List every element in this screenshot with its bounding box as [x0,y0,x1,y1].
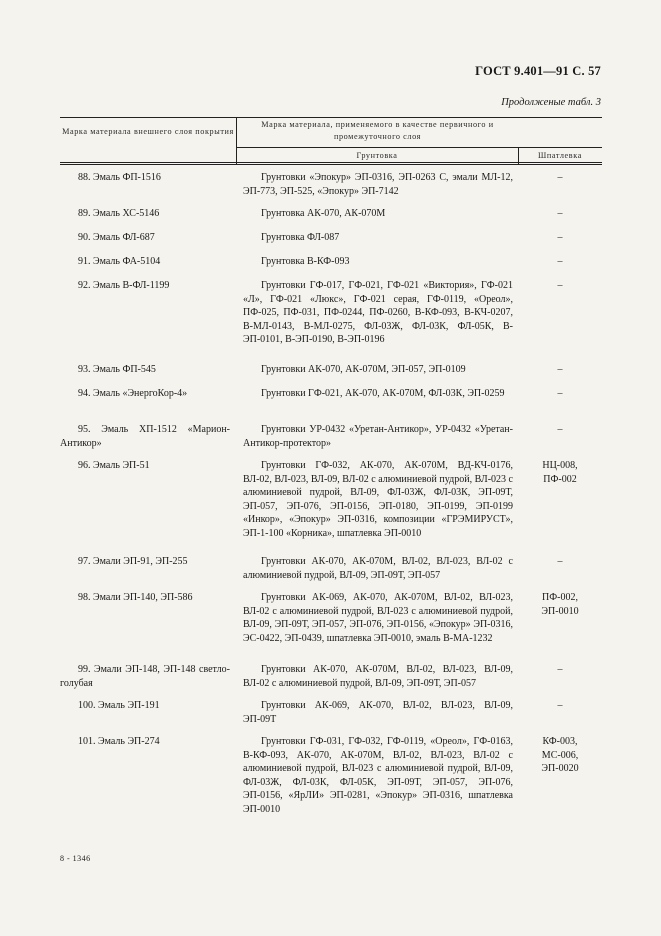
material-cell: 91. Эмаль ФА-5104 [78,256,161,267]
material-cell: 100. Эмаль ЭП-191 [78,700,160,711]
subheader-rule [236,147,602,148]
header-bottom-rule [60,162,602,165]
primer-cell: Грунтовки ГФ-032, АК-070, АК-070М, ВД-КЧ-0176, ВЛ-02, ВЛ-023, ВЛ-09, ВЛ-02 с алюминиевой пудрой, ВЛ-023 с алюминиевой пудрой, ВЛ-09, ФЛ-03Ж, ФЛ-03К, ЭП-09Т, ЭП-057, ЭП-076, ЭП-0156, ЭП-0180, ЭП-0199, ЭП-0199 «Инкор», «Эпокур» ЭП-0316, композиции «ГРЭМИРУСТ», ЭП-1-100 «Корника», шпатлевка ЭП-0010 [243,460,513,539]
putty-cell: – [557,364,563,375]
putty-cell: – [557,700,563,711]
primer-cell: Грунтовка АК-070, АК-070М [261,208,386,219]
header-primer: Грунтовка [356,151,398,160]
primer-cell: Грунтовки АК-070, АК-070М, ЭП-057, ЭП-0109 [261,364,466,375]
primer-cell: Грунтовка В-КФ-093 [261,256,350,267]
putty-cell: – [557,424,563,435]
table-top-rule [60,117,602,118]
header-outer-layer: Марка материала внешнего слоя покрытия [62,127,234,136]
primer-cell: Грунтовки «Эпокур» ЭП-0316, ЭП-0263 С, эмали МЛ-12, ЭП-773, ЭП-525, «Эпокур» ЭП-7142 [243,172,513,197]
putty-cell: ПФ-002, ЭП-0010 [541,592,579,617]
primer-cell: Грунтовки АК-070, АК-070М, ВЛ-02, ВЛ-023, ВЛ-09, ВЛ-02 с алюминиевой пудрой, ВЛ-09, ЭП-09Т, ЭП-057 [243,664,513,689]
material-cell: 96. Эмаль ЭП-51 [78,460,150,471]
primer-cell: Грунтовки АК-069, АК-070, АК-070М, ВЛ-02, ВЛ-023, ВЛ-02 с алюминиевой пудрой, ВЛ-023 с алюминиевой пудрой, ВЛ-09, ЭП-09Т, ЭП-057, ЭП-076, ЭП-0156, «Эпокур» ЭП-0316, ЭС-0422, ЭП-0439, шпатлевка ЭП-0010, эмаль В-МА-1232 [243,592,513,644]
material-cell: 101. Эмаль ЭП-274 [78,736,160,747]
primer-cell: Грунтовки АК-069, АК-070, ВЛ-02, ВЛ-023, ВЛ-09, ЭП-09Т [243,700,513,725]
continued-table-label: Продолженые табл. 3 [501,97,601,108]
header-putty: Шпатлевка [538,151,582,160]
material-cell: 99. Эмали ЭП-148, ЭП-148 светло-голубая [60,664,230,689]
material-cell: 90. Эмаль ФЛ-687 [78,232,155,243]
putty-cell: НЦ-008, ПФ-002 [542,460,578,485]
material-cell: 95. Эмаль ХП-1512 «Марион-Антикор» [60,424,230,449]
material-cell: 98. Эмали ЭП-140, ЭП-586 [78,592,193,603]
putty-cell: КФ-003, МС-006, ЭП-0020 [541,736,579,775]
material-cell: 97. Эмали ЭП-91, ЭП-255 [78,556,188,567]
putty-cell: – [557,556,563,567]
primer-cell: Грунтовки УР-0432 «Уретан-Антикор», УР-0432 «Уретан-Антикор-протектор» [243,424,513,449]
putty-cell: – [557,172,563,183]
material-cell: 94. Эмаль «ЭнергоКор-4» [78,388,188,399]
putty-cell: – [557,664,563,675]
material-cell: 89. Эмаль ХС-5146 [78,208,160,219]
putty-cell: – [557,232,563,243]
material-cell: 92. Эмаль В-ФЛ-1199 [78,280,170,291]
header-primer-layer: Марка материала, применяемого в качестве первичного и промежуточного слоя [261,120,494,141]
putty-cell: – [557,280,563,291]
material-cell: 93. Эмаль ФП-545 [78,364,156,375]
page-footer: 8 - 1346 [60,854,91,863]
primer-cell: Грунтовка ФЛ-087 [261,232,340,243]
putty-cell: – [557,256,563,267]
putty-cell: – [557,388,563,399]
page-header: ГОСТ 9.401—91 С. 57 [475,64,601,78]
primer-cell: Грунтовки ГФ-017, ГФ-021, ГФ-021 «Виктория», ГФ-021 «Л», ГФ-021 «Люкс», ГФ-021 серая, ГФ-0119, «Ореол», ПФ-025, ПФ-031, ПФ-0244, ПФ-0260, В-КФ-093, В-КЧ-0207, В-МЛ-0143, В-МЛ-0275, ФЛ-03Ж, ФЛ-03К, ФЛ-05К, В-ЭП-0101, В-ЭП-0190, В-ЭП-0196 [243,280,513,346]
putty-cell: – [557,208,563,219]
primer-cell: Грунтовки ГФ-021, АК-070, АК-070М, ФЛ-03К, ЭП-0259 [261,388,505,399]
primer-cell: Грунтовки ГФ-031, ГФ-032, ГФ-0119, «Ореол», ГФ-0163, В-КФ-093, АК-070, АК-070М, ВЛ-02, ВЛ-023, ВЛ-02 с алюминиевой пудрой, ВЛ-023 с алюминиевой пудрой, ВЛ-09, ФЛ-03Ж, ФЛ-03К, ФЛ-05К, ЭП-09Т, ЭП-057, ЭП-076, ЭП-0156, «ЯрЛИ» ЭП-0281, «Эпокур» ЭП-0316, шпатлевка ЭП-0010 [243,736,513,815]
material-cell: 88. Эмаль ФП-1516 [78,172,161,183]
primer-cell: Грунтовки АК-070, АК-070М, ВЛ-02, ВЛ-023, ВЛ-02 с алюминиевой пудрой, ВЛ-09, ЭП-09Т, ЭП-057 [243,556,513,581]
